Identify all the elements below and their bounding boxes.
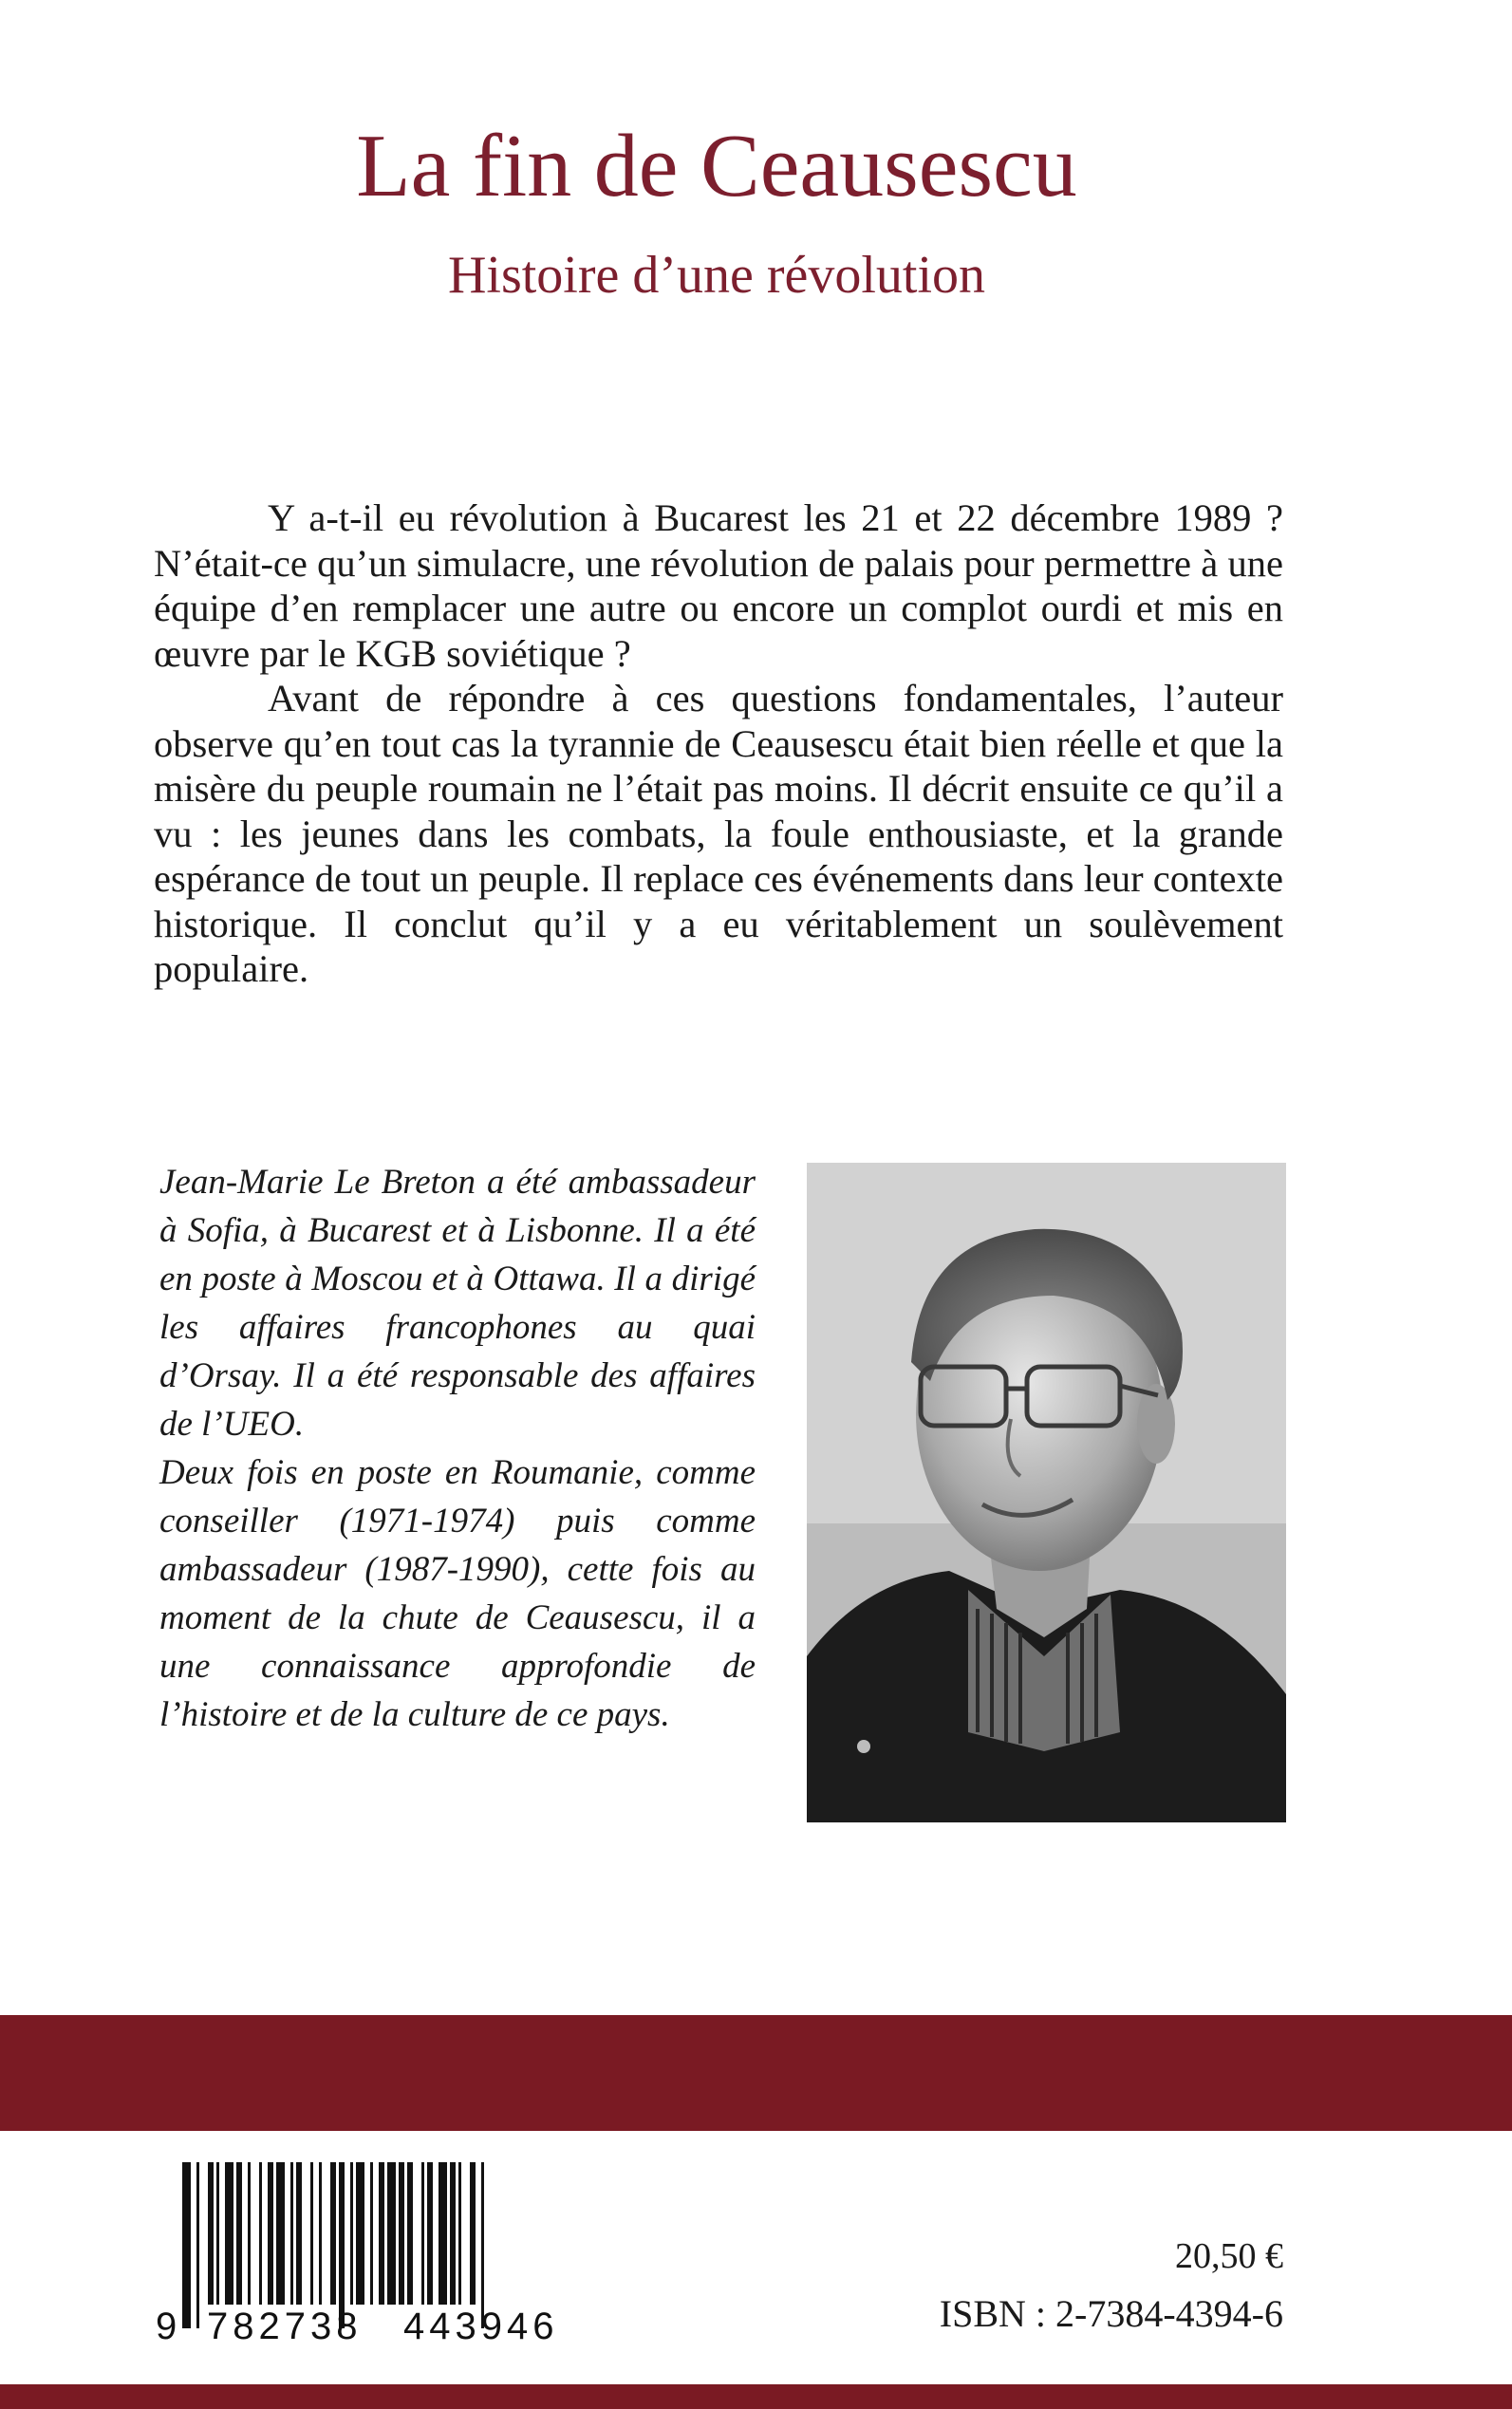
barcode-bar [290,2162,293,2305]
barcode-bar [470,2162,476,2305]
barcode-bar [310,2162,313,2305]
barcode-bar [339,2162,345,2328]
isbn-barcode [154,2162,606,2343]
barcode-bar [268,2162,273,2305]
blurb-text [154,495,1283,992]
barcode-bar [387,2162,396,2305]
bio-paragraph: Deux fois en poste en Roumanie, comme conseiller (1971-1974) puis comme ambassadeur (1987-1990), cette fois au moment de la chute de Ceausescu, il a une connaissance approfondie de l’histoire et de la culture de ce pays. [159,1453,756,1734]
barcode-bar [236,2162,242,2305]
barcode-image [154,2162,606,2343]
barcode-left-digits: 782738 [207,2306,363,2343]
barcode-bar [356,2162,364,2305]
blurb-paragraph: Avant de répondre à ces questions fondamentales, l’auteur observe qu’en tout cas la tyrannie de Ceausescu était bien réelle et que la misère du peuple roumain ne l’était pas moins. Il décrit ensuite ce qu’il a vu : les jeunes dans les combats, la foule enthousiaste, et la grande espérance de tout un peuple. Il replace ces événements dans leur contexte historique. Il conclut qu’il y a eu véritablement un soulèvement populaire. [154,677,1283,990]
book-title: La fin de Ceausescu [356,117,1077,215]
barcode-bar [350,2162,353,2305]
bottom-band [0,2384,1512,2409]
barcode-bar [182,2162,191,2328]
barcode-bar [421,2162,424,2305]
barcode-bar [196,2162,199,2328]
barcode-bar [225,2162,233,2305]
barcode-bar [276,2162,285,2305]
barcode-bar [208,2162,214,2305]
barcode-right-digits: 443946 [403,2306,559,2343]
barcode-bar [259,2162,262,2305]
barcode-bar [427,2162,433,2305]
barcode-bar [248,2162,251,2305]
barcode-bar [450,2162,456,2305]
author-bio [159,1158,756,1739]
author-photo [807,1163,1286,1822]
barcode-bar [379,2162,384,2305]
author-portrait-image [807,1163,1286,1822]
barcode-bar [370,2162,373,2305]
barcode-bar [330,2162,336,2305]
book-subtitle: Histoire d’une révolution [447,246,986,305]
price-label: 20,50 € [1175,2236,1283,2276]
barcode-bar [407,2162,413,2305]
barcode-first-digit: 9 [156,2306,177,2343]
barcode-bar [481,2162,484,2328]
isbn-label: ISBN : 2-7384-4394-6 [939,2292,1283,2335]
barcode-bar [296,2162,302,2305]
barcode-bar [319,2162,322,2305]
bio-paragraph: Jean-Marie Le Breton a été ambassadeur à Sofia, à Bucarest et à Lisbonne. Il a été en poste à Moscou et à Ottawa. Il a dirigé les affaires francophones au quai d’Orsay. Il a été responsable des affaires de l’UEO. [159,1163,756,1444]
barcode-bar [216,2162,219,2305]
barcode-bar [439,2162,447,2305]
decorative-band [0,2015,1512,2131]
barcode-bar [458,2162,461,2305]
blurb-paragraph: Y a-t-il eu révolution à Bucarest les 21 et 22 décembre 1989 ? N’était-ce qu’un simulacre, une révolution de palais pour permettre à une équipe d’en remplacer une autre ou encore un complot ourdi et mis en œuvre par le KGB soviétique ? [154,496,1283,675]
barcode-bar [399,2162,404,2305]
